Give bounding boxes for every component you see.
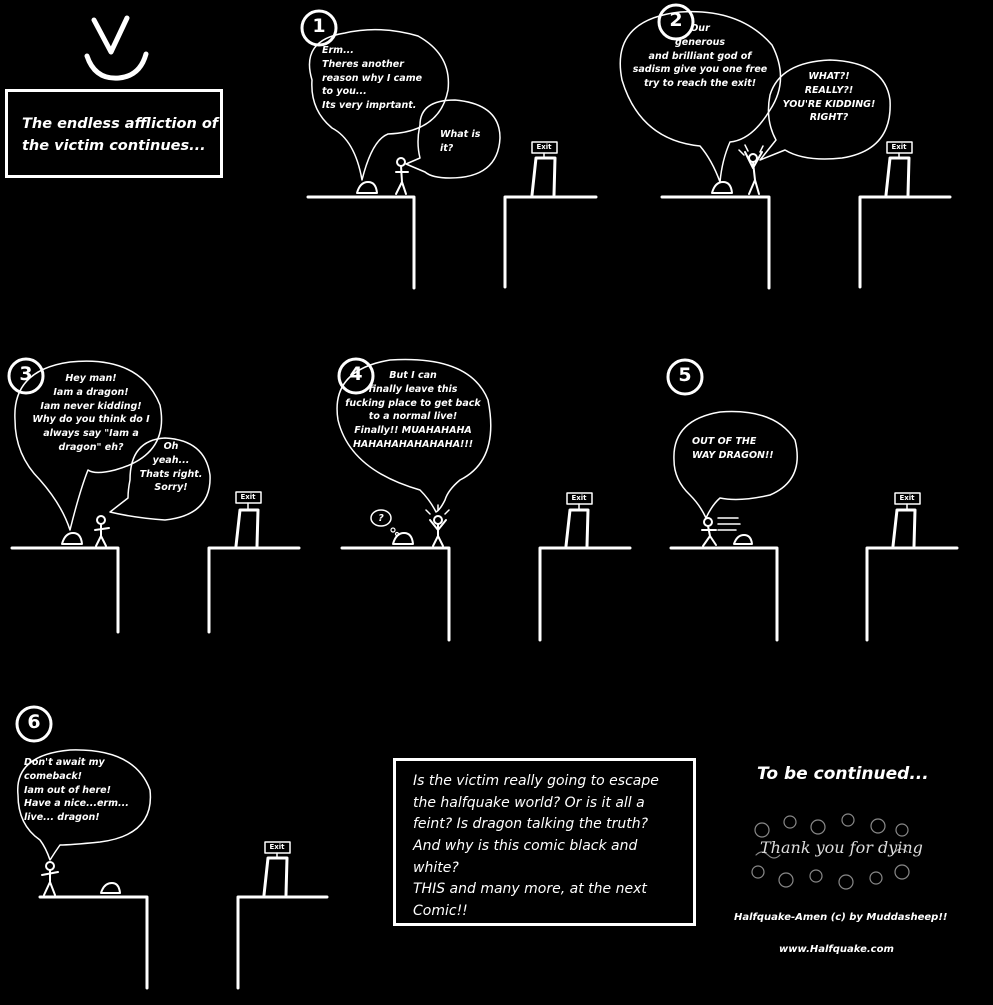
speech-text: Our generous and brilliant god of sadism give you one free try to reach the exit! bbox=[632, 23, 768, 90]
to-be-continued: To be continued... bbox=[757, 764, 929, 784]
thank-you-for-dying-logo: Thank you for dying bbox=[760, 838, 923, 857]
credit-line: Halfquake-Amen (c) by Muddasheep!! bbox=[734, 912, 948, 923]
ledge-left bbox=[308, 197, 414, 288]
exit-sign: Exit bbox=[571, 494, 587, 502]
speech-text: But I can finally leave this fucking place to get back to a normal live! Finally!! MUAHAHAHA HAHAHAHAHAHAHA!!! bbox=[345, 370, 481, 450]
ledge-right bbox=[505, 197, 596, 287]
speech-text: OUT OF THE WAY DRAGON!! bbox=[692, 436, 774, 461]
exit-sign: Exit bbox=[891, 143, 907, 151]
speech-text: Don't await my comeback! Iam out of here! Have a nice...erm... live... dragon! bbox=[24, 757, 129, 824]
exit-sign: Exit bbox=[269, 843, 285, 851]
panel-5-number: 5 bbox=[678, 364, 692, 386]
dragon bbox=[101, 883, 120, 893]
speech-bubble bbox=[674, 412, 797, 518]
outro-caption: Is the victim really going to escape the halfquake world? Or is it all a feint? Is dragon talking the truth? And why is this comic black and white? THIS and many more, at the next Comic!! bbox=[413, 773, 659, 920]
dragon bbox=[62, 533, 82, 544]
dragon bbox=[357, 182, 377, 193]
stick-figure bbox=[739, 145, 763, 194]
exit-sign: Exit bbox=[240, 493, 256, 501]
exit-sign: Exit bbox=[536, 143, 552, 151]
speech-text: WHAT?! REALLY?! YOU'RE KIDDING! RIGHT? bbox=[782, 71, 876, 124]
dragon bbox=[734, 535, 752, 544]
intro-caption: The endless affliction of the victim continues... bbox=[22, 116, 219, 155]
stick-figure bbox=[702, 518, 716, 546]
speech-text: What is it? bbox=[440, 129, 481, 154]
speech-text: Hey man! Iam a dragon! Iam never kidding! Why do you think do I always say "Iam a dragon" eh? bbox=[32, 373, 150, 453]
panel-6-number: 6 bbox=[27, 711, 41, 733]
dragon bbox=[712, 182, 732, 193]
exit-door bbox=[532, 158, 555, 195]
panel-4-number: 4 bbox=[349, 363, 363, 385]
smiley-logo bbox=[87, 18, 146, 78]
speech-text: Erm... Theres another reason why I came to you... Its very imprtant. bbox=[322, 45, 423, 112]
panel-2-number: 2 bbox=[669, 9, 683, 31]
exit-sign: Exit bbox=[899, 494, 915, 502]
motion-lines bbox=[718, 518, 740, 530]
website-url: www.Halfquake.com bbox=[779, 944, 894, 955]
speech-text: Oh yeah... Thats right. Sorry! bbox=[139, 441, 203, 494]
stick-figure bbox=[42, 862, 58, 895]
panel-3-number: 3 bbox=[19, 363, 33, 385]
stick-figure bbox=[95, 516, 109, 546]
panel-1-number: 1 bbox=[312, 15, 326, 37]
thought-text: ? bbox=[378, 513, 384, 524]
